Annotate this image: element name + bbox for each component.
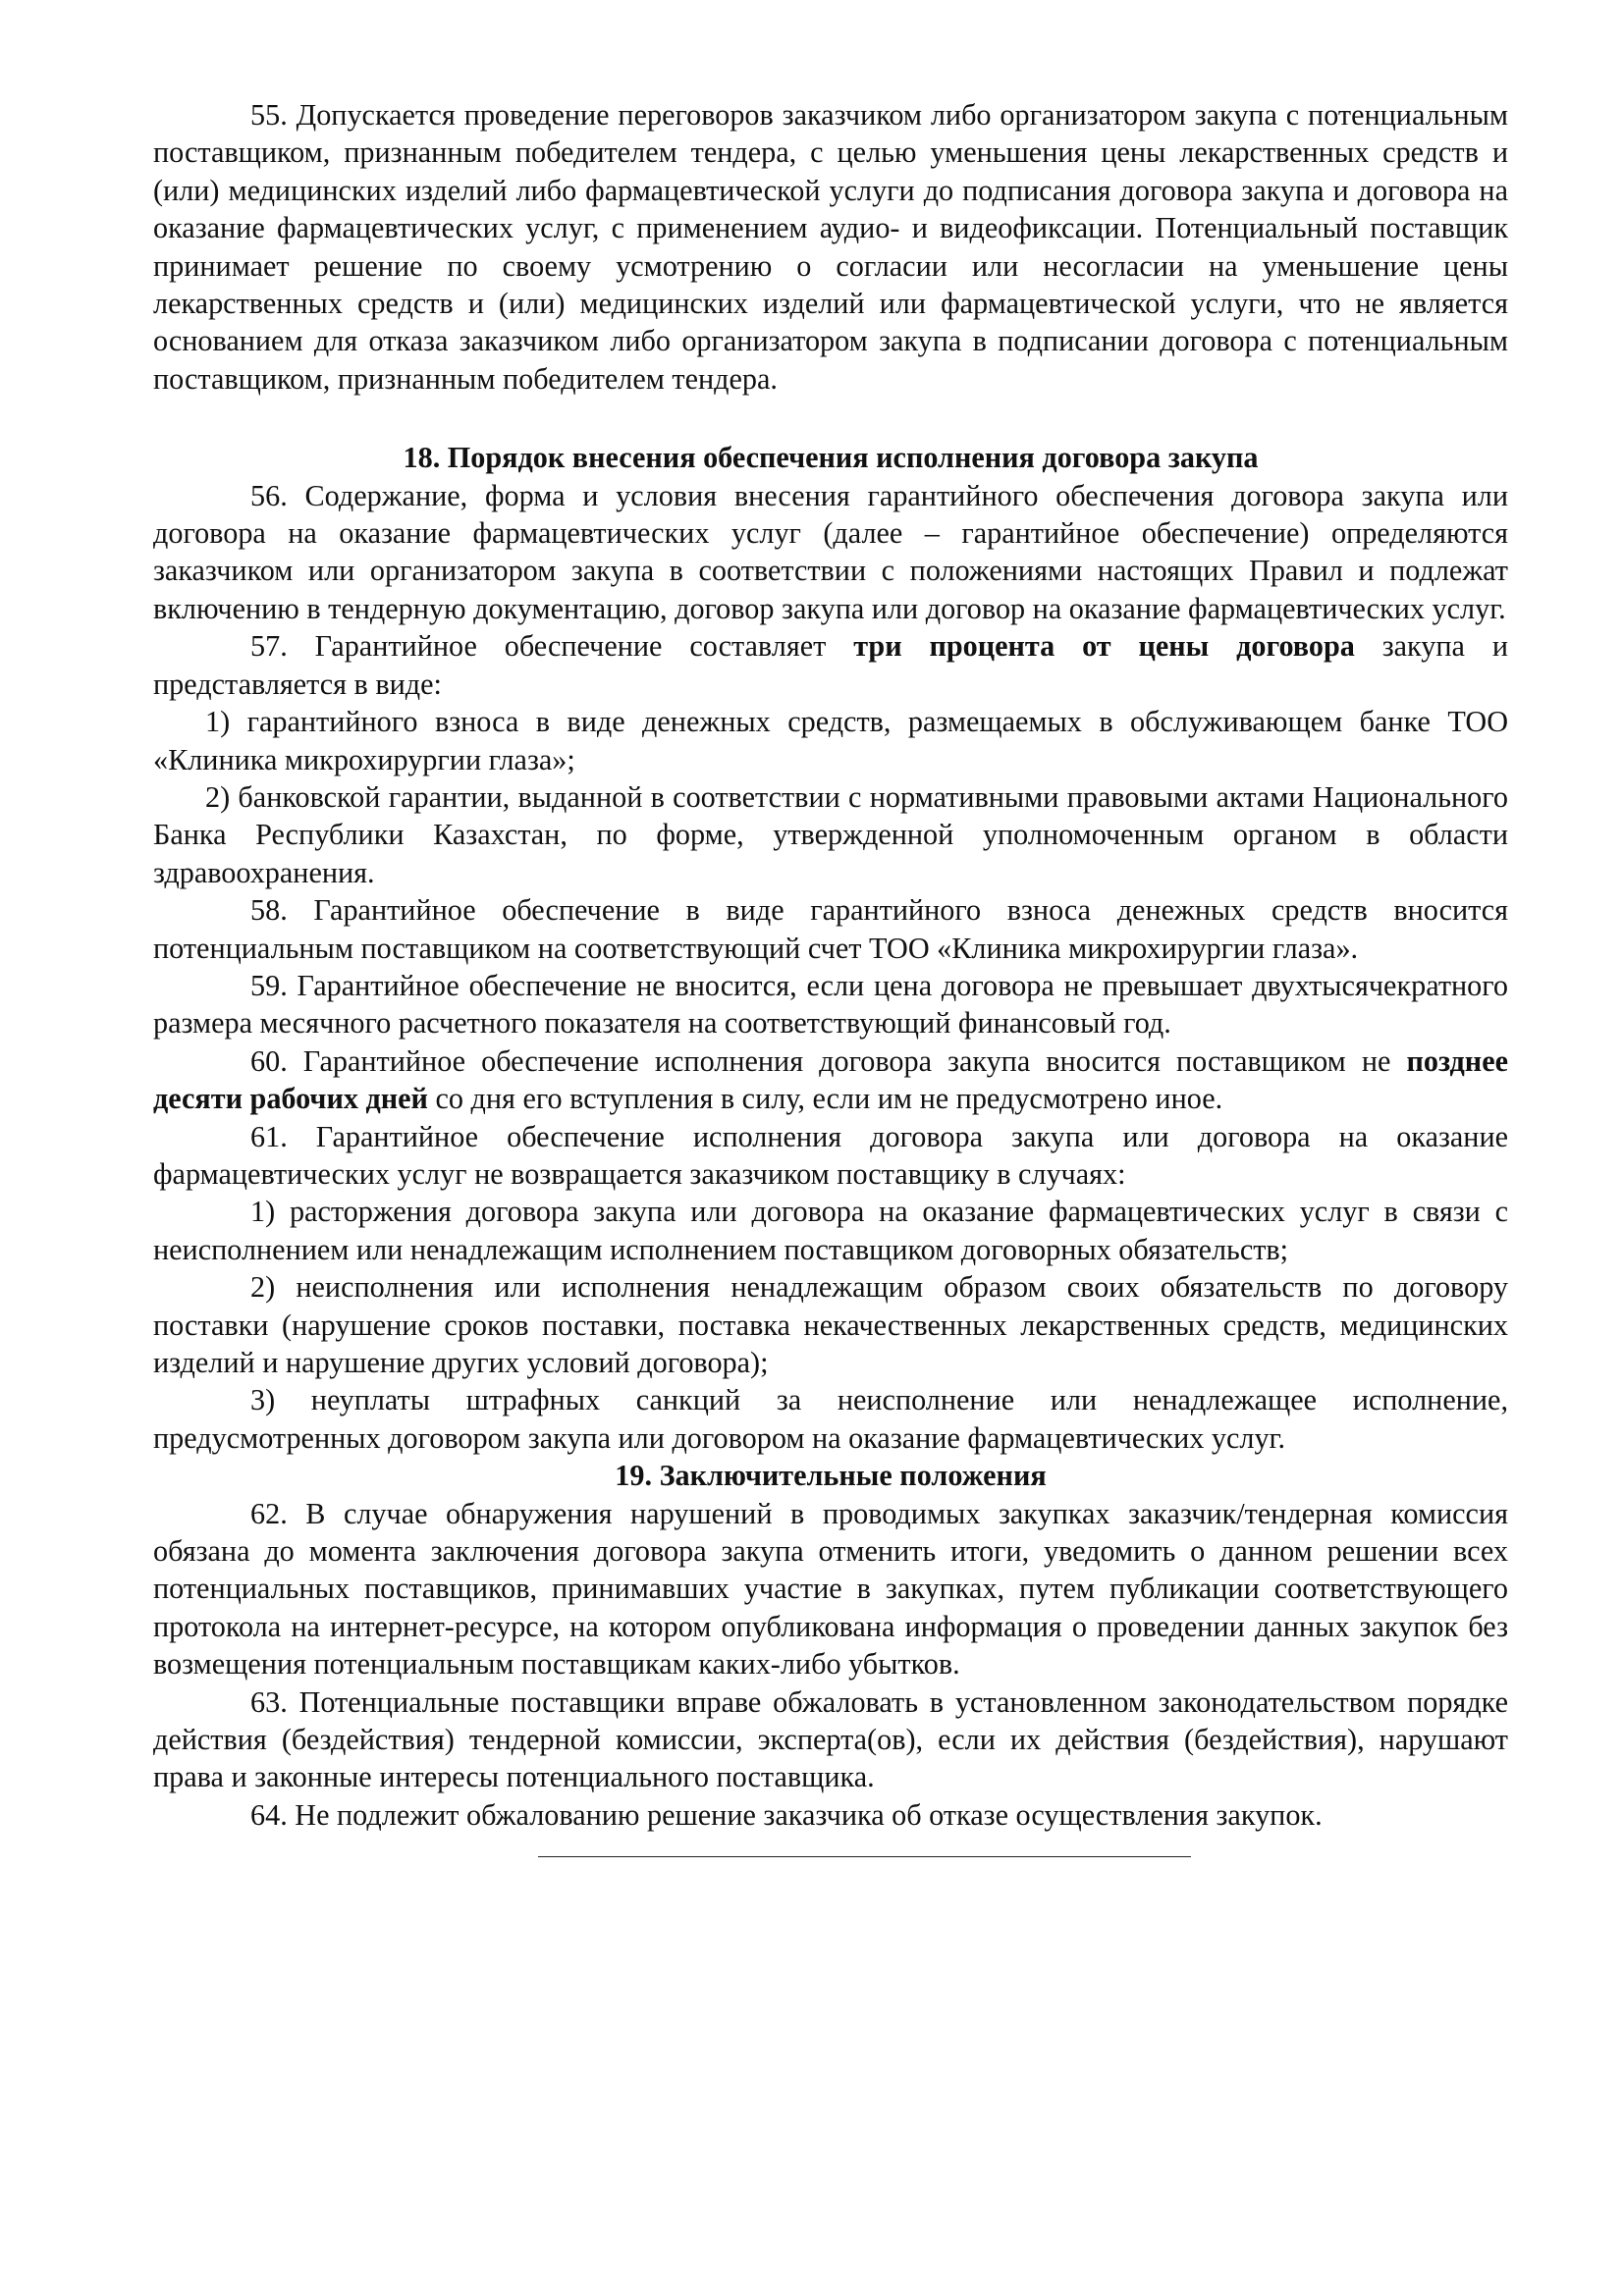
paragraph-56: 56. Содержание, форма и условия внесения гарантийного обеспечения договора закупа или договора на оказание фармацевтических услуг (далее – гарантийное обеспечение) определяются заказчиком или организатором закупа в соответствии с положениями настоящих Правил и подлежат включению в тендерную документацию, договор закупа или договор на оказание фармацевтических услуг.: [153, 478, 1508, 625]
paragraph-61: 61. Гарантийное обеспечение исполнения договора закупа или договора на оказание фармацевтических услуг не возвращается заказчиком поставщику в случаях:: [153, 1119, 1508, 1191]
paragraph-60-text-start: 60. Гарантийное обеспечение исполнения договора закупа вносится поставщиком не: [250, 1043, 1407, 1078]
section-19-heading: 19. Заключительные положения: [615, 1459, 1047, 1493]
paragraph-61-item-3: 3) неуплаты штрафных санкций за неисполнение или ненадлежащее исполнение, предусмотренных договором закупа или договором на оказание фармацевтических услуг.: [153, 1383, 1508, 1455]
paragraph-60-text-end: со дня его вступления в силу, если им не предусмотрено иное.: [427, 1082, 1223, 1116]
paragraph-61-item-2: 2) неисполнения или исполнения ненадлежащим образом своих обязательств по договору поставки (нарушение сроков поставки, поставка некачественных лекарственных средств, медицинских изделий и нарушение других условий договора);: [153, 1270, 1508, 1379]
paragraph-60: [153, 1042, 1508, 1118]
paragraph-59: 59. Гарантийное обеспечение не вносится, если цена договора не превышает двухтысячекратного размера месячного расчетного показателя на соответствующий финансовый год.: [153, 968, 1508, 1041]
closing-divider-line: [538, 1856, 1191, 1857]
paragraph-61-item-1: 1) расторжения договора закупа или договора на оказание фармацевтических услуг в связи с неисполнением или ненадлежащим исполнением поставщиком договорных обязательств;: [153, 1195, 1508, 1266]
paragraph-55: 55. Допускается проведение переговоров заказчиком либо организатором закупа с потенциальным поставщиком, признанным победителем тендера, с целью уменьшения цены лекарственных средств и (или) медицинских изделий либо фармацевтической услуги до подписания договора закупа и договора на оказание фармацевтических услуг, с применением аудио- и видеофиксации. Потенциальный поставщик принимает решение по своему усмотрению о согласии или несогласии на уменьшение цены лекарственных средств и (или) медицинских изделий или фармацевтической услуги, что не является основанием для отказа заказчиком либо организатором закупа в подписании договора с потенциальным поставщиком, признанным победителем тендера.: [153, 98, 1508, 396]
paragraph-57: [153, 627, 1508, 703]
paragraph-64: 64. Не подлежит обжалованию решение заказчика об отказе осуществления закупок.: [250, 1797, 1323, 1832]
paragraph-57-item-2: 2) банковской гарантии, выданной в соответствии с нормативными правовыми актами Национального Банка Республики Казахстан, по форме, утвержденной уполномоченным органом в области здравоохранения.: [153, 779, 1508, 889]
paragraph-63: 63. Потенциальные поставщики вправе обжаловать в установленном законодательством порядке действия (бездействия) тендерной комиссии, эксперта(ов), если их действия (бездействия), нарушают права и законные интересы потенциального поставщика.: [153, 1684, 1508, 1794]
paragraph-58: 58. Гарантийное обеспечение в виде гарантийного взноса денежных средств вносится потенциальным поставщиком на соответствующий счет ТОО «Клиника микрохирургии глаза».: [153, 893, 1508, 965]
paragraph-60-bold-text: позднее десяти рабочих дней: [153, 1043, 1508, 1116]
paragraph-57-bold-text: три процента от цены договора: [853, 629, 1355, 664]
paragraph-57-item-1: 1) гарантийного взноса в виде денежных средств, размещаемых в обслуживающем банке ТОО «Клиника микрохирургии глаза»;: [153, 705, 1508, 776]
paragraph-57-text-end: закупа и представляется в виде:: [153, 629, 1508, 701]
paragraph-62: 62. В случае обнаружения нарушений в проводимых закупках заказчик/тендерная комиссия обязана до момента заключения договора закупа отменить итоги, уведомить о данном решении всех потенциальных поставщиков, принимавших участие в закупках, путем публикации соответствующего протокола на интернет-ресурсе, на котором опубликована информация о проведении данных закупок без возмещения потенциальным поставщикам каких-либо убытков.: [153, 1496, 1508, 1682]
document-page: [153, 96, 1508, 1857]
section-18-heading: 18. Порядок внесения обеспечения исполнения договора закупа: [403, 441, 1259, 475]
paragraph-57-text-start: 57. Гарантийное обеспечение составляет: [250, 629, 854, 664]
